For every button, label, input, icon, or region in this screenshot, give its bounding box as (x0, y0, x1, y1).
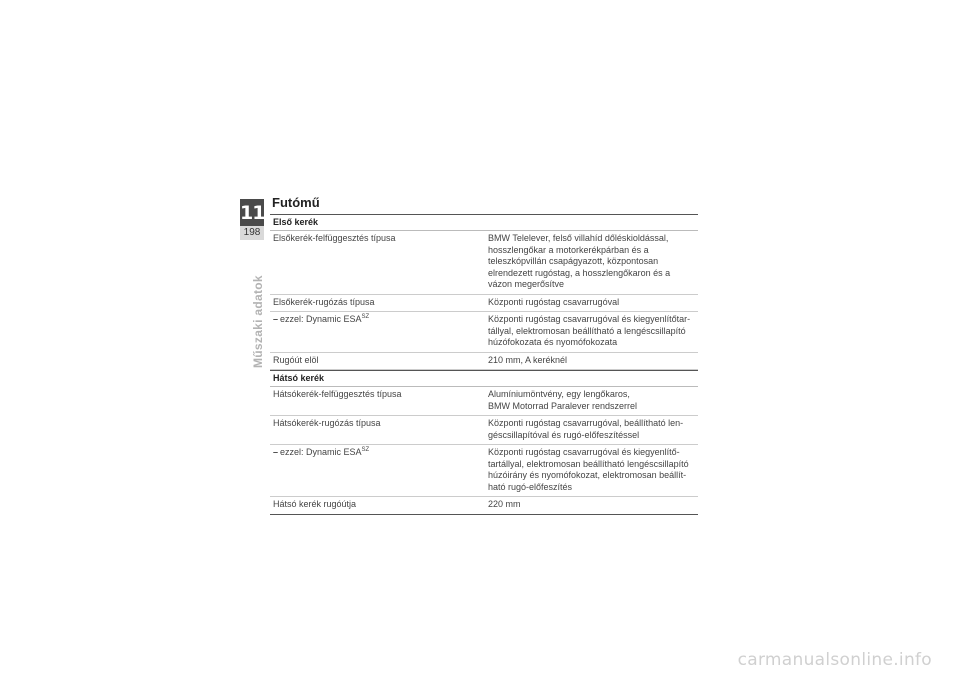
superscript-marker: SZ (361, 314, 370, 320)
row-label (270, 499, 485, 511)
value-line: teleszkópvillán csapágyazott, központosan (488, 256, 659, 266)
table-row (270, 231, 698, 295)
superscript-marker: SZ (361, 447, 370, 453)
spec-table (270, 214, 698, 515)
section-header-rear: Hátsó kerék (270, 370, 698, 387)
side-chapter-title: Műszaki adatok (251, 275, 265, 368)
table-row (270, 416, 698, 445)
row-value (485, 233, 698, 291)
row-label-text: Hátsókerék-felfüggesztés típusa (273, 389, 402, 399)
row-value (485, 355, 698, 367)
row-label-text: Rugóút elöl (273, 354, 319, 365)
row-value (485, 499, 698, 511)
table-row (270, 387, 698, 416)
value-line: vázon megerősítve (488, 279, 565, 289)
table-row (270, 295, 698, 313)
row-value (485, 418, 698, 441)
row-value (485, 297, 698, 309)
value-line: 210 mm, A keréknél (488, 354, 568, 365)
table-row (270, 497, 698, 515)
row-label-text: ezzel: Dynamic ESA (280, 447, 362, 457)
value-line: ható rugó-előfeszítés (488, 481, 573, 492)
value-line: Központi rugóstag csavarrugóval, beállítható len- (488, 418, 684, 428)
value-line: tartállyal, elektromosan beállítható lengéscsillapító (488, 458, 689, 469)
page-number: 198 (240, 226, 264, 240)
value-line: géscsillapítóval és rugó-előfeszítéssel (488, 429, 640, 440)
row-label-text: Elsőkerék-felfüggesztés típusa (273, 233, 396, 243)
row-label-text: Hátsó kerék rugóútja (273, 499, 357, 509)
front-rows (270, 231, 698, 370)
row-label (270, 447, 485, 493)
table-row (270, 312, 698, 353)
value-line: hosszlengőkar a motorkerékpárban és a (488, 244, 649, 255)
value-line: tállyal, elektromosan beállítható a lengéscsillapító (488, 325, 686, 336)
value-line: húzóirány és nyomófokozat, elektromosan beállít- (488, 470, 687, 480)
page-title: Futómű (272, 195, 320, 210)
row-value (485, 314, 698, 349)
rear-rows (270, 387, 698, 515)
value-line: Központi rugóstag csavarrugóval (488, 296, 620, 307)
row-label-text: Elsőkerék-rugózás típusa (273, 296, 375, 307)
dash-marker: – (273, 314, 279, 324)
value-line: húzófokozata és nyomófokozata (488, 337, 618, 347)
value-line: Alumíniumöntvény, egy lengőkaros, (488, 389, 630, 399)
watermark: carmanualsonline.info (737, 650, 932, 670)
table-row (270, 353, 698, 371)
row-label (270, 297, 485, 309)
value-line: 220 mm (488, 499, 521, 509)
row-value (485, 447, 698, 493)
row-label-text: ezzel: Dynamic ESA (280, 314, 362, 324)
row-label (270, 355, 485, 367)
row-label (270, 418, 485, 441)
value-line: Központi rugóstag csavarrugóval és kiegyenlítőtar- (488, 314, 691, 324)
row-value (485, 389, 698, 412)
section-header-front: Első kerék (270, 215, 698, 231)
value-line: Központi rugóstag csavarrugóval és kiegyenlítő- (488, 447, 680, 457)
row-label (270, 314, 485, 349)
value-line: BMW Telelever, felső villahíd dőléskioldással, (488, 233, 669, 243)
row-label (270, 233, 485, 291)
row-label-text: Hátsókerék-rugózás típusa (273, 418, 381, 428)
chapter-number: 11 (240, 199, 264, 227)
value-line: BMW Motorrad Paralever rendszerrel (488, 400, 638, 411)
table-row (270, 445, 698, 497)
row-label (270, 389, 485, 412)
dash-marker: – (273, 447, 279, 457)
value-line: elrendezett rugóstag, a hosszlengőkaron és a (488, 267, 671, 278)
